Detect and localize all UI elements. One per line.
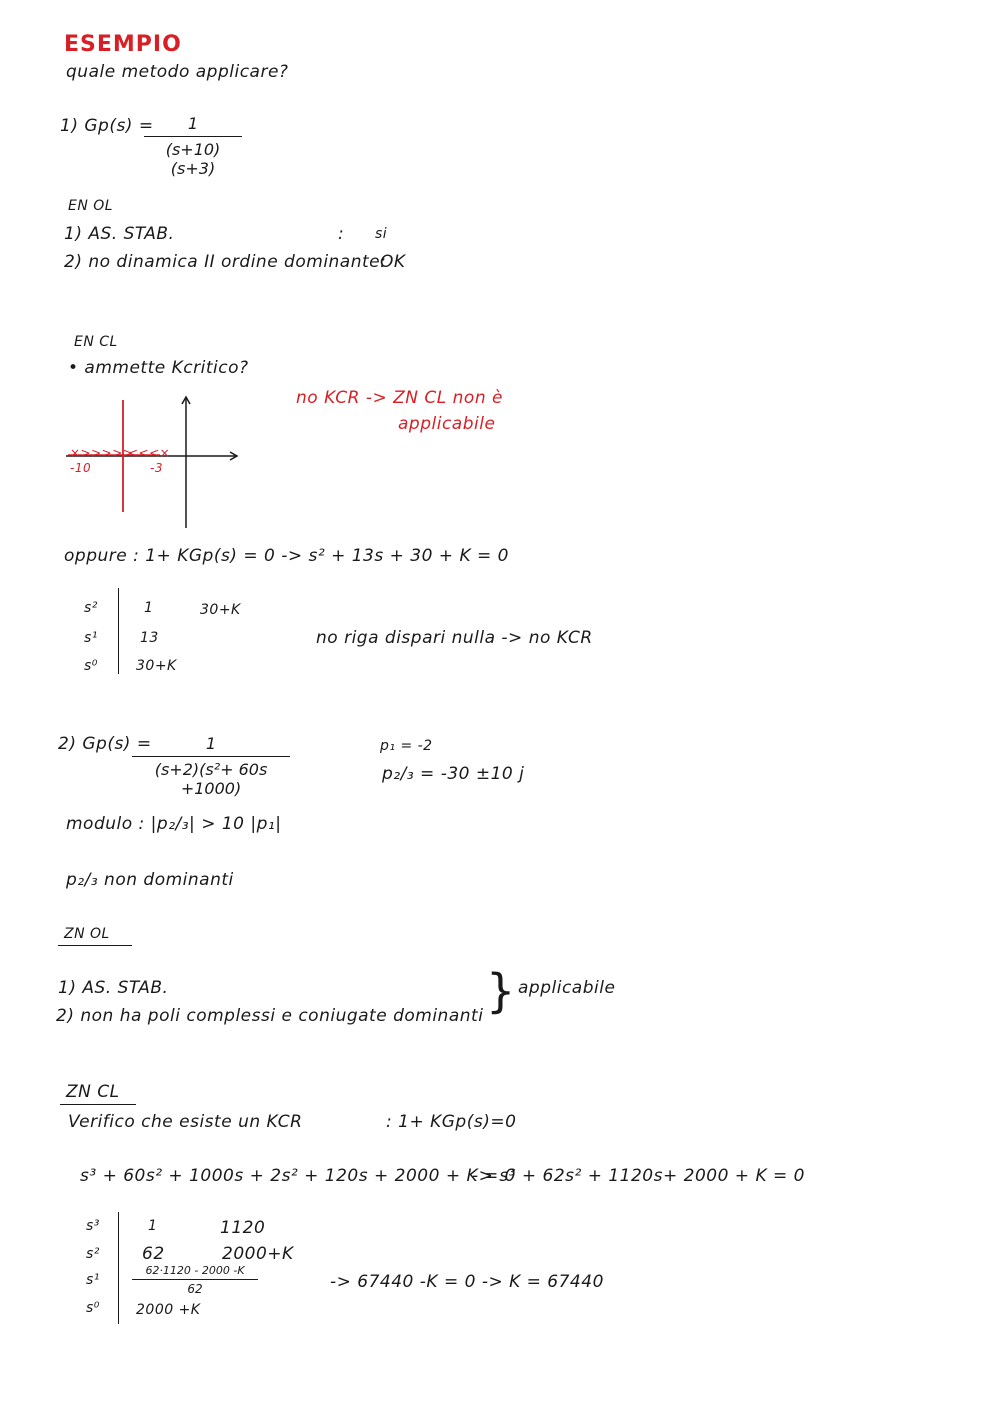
ex1-kcrit-question: • ammette Kcritico? xyxy=(68,358,249,378)
tick-label-minus10: -10 xyxy=(70,461,92,475)
routh2-divider xyxy=(118,1212,119,1324)
routh2-row-label: s¹ xyxy=(86,1272,100,1288)
page-title: ESEMPIO xyxy=(64,32,182,57)
ex2-numerator: 1 xyxy=(205,734,217,753)
ex1-label: 1) Gp(s) = xyxy=(60,116,154,136)
ex1-cond2-value: OK xyxy=(380,252,406,272)
ex1-en-ol: EN OL xyxy=(68,198,114,214)
ex2-result: -> 67440 -K = 0 -> K = 67440 xyxy=(330,1272,604,1292)
fraction-bar xyxy=(132,1279,258,1280)
ex2-verifico-eq: : 1+ KGp(s)=0 xyxy=(386,1112,517,1132)
routh1-cell: 13 xyxy=(140,630,159,646)
ex1-cond1-colon: : xyxy=(338,224,345,244)
ex1-red-note-2: applicabile xyxy=(398,414,496,434)
ex2-zn-ol-underline xyxy=(58,945,132,946)
ex2-denominator: (s+2)(s²+ 60s +1000) xyxy=(154,760,268,798)
routh2-cell: 62 xyxy=(142,1244,165,1264)
ex2-fraction xyxy=(132,734,290,798)
routh2-row-label: s³ xyxy=(86,1218,100,1234)
ex1-denominator: (s+10)(s+3) xyxy=(165,140,221,178)
routh2-s1-numerator: 62·1120 - 2000 -K xyxy=(145,1264,245,1277)
question: quale metodo applicare? xyxy=(66,62,289,82)
routh2-cell: 2000 +K xyxy=(136,1302,201,1318)
routh1-divider xyxy=(118,588,119,674)
routh2-cell: 1120 xyxy=(220,1218,266,1238)
ex2-zn-cl: ZN CL xyxy=(66,1082,120,1102)
routh2-s1-fraction xyxy=(132,1264,258,1296)
locus-arrows-right: <<<× xyxy=(128,446,171,460)
ex1-oppure-eq: oppure : 1+ KGp(s) = 0 -> s² + 13s + 30 + K = 0 xyxy=(64,546,509,566)
ex2-zn-cl-underline xyxy=(60,1104,136,1105)
fraction-bar xyxy=(132,756,290,757)
ex2-label: 2) Gp(s) = xyxy=(58,734,152,754)
routh1-row-label: s² xyxy=(84,600,98,616)
ex2-modulo: modulo : |p₂/₃| > 10 |p₁| xyxy=(66,814,282,834)
routh1-note: no riga dispari nulla -> no KCR xyxy=(316,628,593,648)
ex2-poly-simplified: -> s³ + 62s² + 1120s+ 2000 + K = 0 xyxy=(472,1166,805,1186)
ex1-cond1: 1) AS. STAB. xyxy=(64,224,175,244)
routh2-row-label: s⁰ xyxy=(86,1300,100,1316)
ex2-cond1: 1) AS. STAB. xyxy=(58,978,169,998)
ex1-cond2: 2) no dinamica II ordine dominante: xyxy=(64,252,387,272)
ex1-numerator: 1 xyxy=(187,114,199,133)
ex2-applicabile: applicabile xyxy=(518,978,616,998)
routh2-s1-denominator: 62 xyxy=(187,1282,203,1296)
ex1-cond1-value: si xyxy=(375,226,388,242)
ex2-non-dominant: p₂/₃ non dominanti xyxy=(66,870,234,890)
routh1-row-label: s⁰ xyxy=(84,658,98,674)
tick-label-minus3: -3 xyxy=(150,461,163,475)
routh1-cell: 30+K xyxy=(136,658,177,674)
routh2-row-label: s² xyxy=(86,1246,100,1262)
routh1-row-label: s¹ xyxy=(84,630,98,646)
ex2-zn-ol: ZN OL xyxy=(64,926,110,942)
ex2-cond2: 2) non ha poli complessi e coniugate dominanti xyxy=(56,1006,484,1026)
routh2-cell: 1 xyxy=(148,1218,158,1234)
ex1-red-note: no KCR -> ZN CL non è xyxy=(296,388,503,408)
routh1-cell: 1 xyxy=(144,600,154,616)
locus-arrows-left: ×>>>>> xyxy=(70,446,134,460)
ex1-en-cl: EN CL xyxy=(74,334,118,350)
ex2-verifico: Verifico che esiste un KCR xyxy=(68,1112,303,1132)
ex2-pole-1: p₁ = -2 xyxy=(380,738,433,754)
ex2-pole-2-3: p₂/₃ = -30 ±10 j xyxy=(382,764,525,784)
routh1-cell: 30+K xyxy=(200,602,241,618)
brace-icon: } xyxy=(486,964,516,1018)
ex2-poly: s³ + 60s² + 1000s + 2s² + 120s + 2000 + K = 0 xyxy=(80,1166,516,1186)
routh2-cell: 2000+K xyxy=(222,1244,294,1264)
